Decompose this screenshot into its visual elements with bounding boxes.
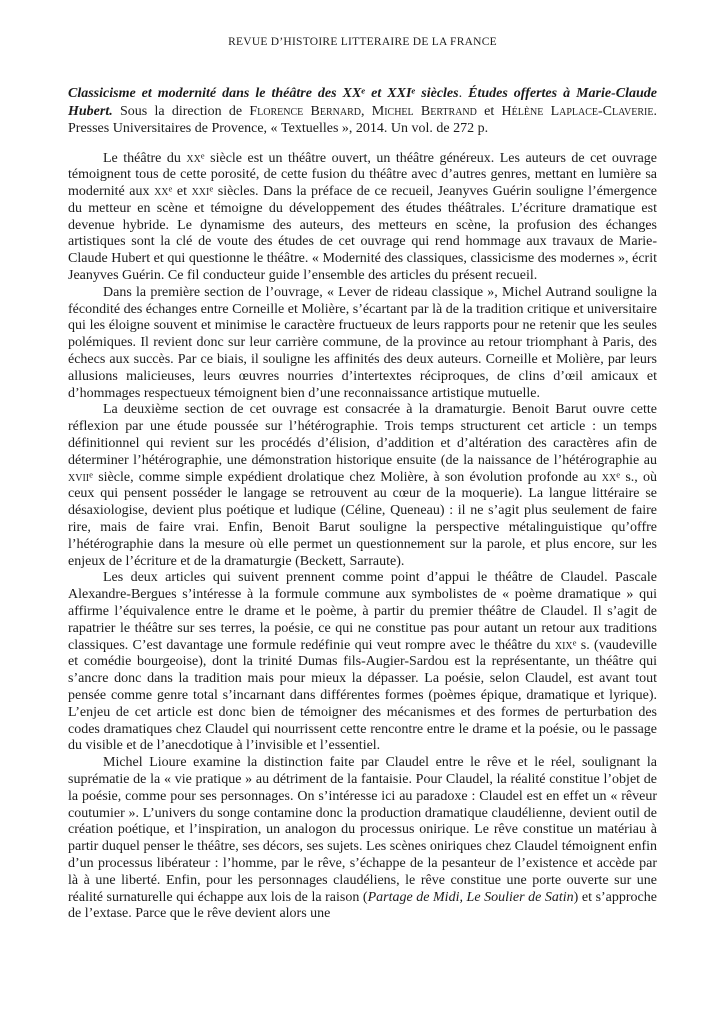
text-segment: et [172, 184, 192, 200]
review-paragraph-2 [68, 285, 657, 403]
text-segment: e [572, 636, 577, 647]
text-segment: Hélène Laplace-Claverie [501, 103, 654, 119]
text-segment: Classicisme et modernité dans le théâtre des XX [68, 86, 362, 101]
text-segment: xx [154, 184, 169, 200]
text-segment: Dans la première section de l’ouvrage, « Lever de rideau classique », Michel Autrand souligne la fécondité des échanges entre Corneille et Molière, s’écartant par là de la tradition critique et universitaire qui les éloigne souvent et minimise le caractère fructueux de leurs rapports pour ne retenir que les seules polémiques. Il revient donc sur leur carrière commune, de la province au retour triomphant à Paris, des échecs aux succès. Par ce biais, il souligne les affinités des deux auteurs. Corneille et Molière, par leurs allusions malicieuses, leurs œuvres nourries d’intertextes réciproques, de clins d’œil amicaux et d’hommages respectueux témoignent bien d’une reconnaissance artistique mutuelle. [68, 284, 657, 401]
text-segment: e [209, 183, 214, 194]
text-segment: xx [186, 150, 201, 166]
text-segment: e [200, 149, 205, 160]
text-segment: Partage de Midi, Le Soulier de Satin [367, 889, 574, 905]
review-paragraph-4 [68, 570, 657, 755]
review-paragraph-5 [68, 755, 657, 923]
text-segment: e [89, 469, 93, 479]
text-segment: siècle, comme simple expédient drolatique chez Molière, à son évolution profonde au [92, 469, 602, 485]
text-segment: e [616, 469, 621, 479]
text-segment: xvii [68, 469, 90, 485]
text-segment: xx [601, 469, 617, 485]
text-segment: siècle est un théâtre ouvert, un théâtre généreux. Les auteurs de cet ouvrage témoignent tous de cette porosité, de cette fusion du théâtre avec d’autres genres, mettant en lumière sa modernité aux [68, 150, 657, 200]
text-segment: s., où ceux qui pensent posséder le langage se retrouvent au cœur de la moquerie). La langue littéraire se désaxiologise, devient plus poétique et ludique (Céline, Queneau) : il ne s’agit plus seulement de faire rire, mais de faire vrai. Enfin, Benoit Barut souligne la perspective métalinguistique qu’offre l’hétérographie dans la mesure où elle permet un questionnement sur la parole, et plus encore, sur les enjeux de l’écriture et de la dramaturgie (Beckett, Sarraute). [68, 469, 657, 569]
text-segment: Sous la direction de [112, 103, 250, 119]
text-segment: siècles [415, 86, 459, 101]
text-segment: Michel Lioure examine la distinction faite par Claudel entre le rêve et le réel, soulignant la suprématie de la « vie pratique » au détriment de la fantaisie. Pour Claudel, la réalité constitue l’objet de la poésie, comme pour ses personnages. On s’intéresse ici au paradoxe : Claudel est en effet un « rêveur coutumier ». L’univers du songe contamine donc la production dramatique claudélienne, devient outil de création poétique, et l’inspiration, un analogon du processus onirique. Le rêve constitue un matériau à partir duquel penser le théâtre, ses décors, ses sujets. Les scènes oniriques chez Claudel témoignent enfin d’un processus libérateur : l’homme, par le rêve, s’échappe de la pesanteur de l’existence et accède par là à une liberté. Enfin, pour les personnages claudéliens, le rêve constitue une porte ouverte sur une réalité surnaturelle qui échappe aux lois de la raison ( [68, 755, 657, 905]
text-segment: . Presses Universitaires de Provence, « Textuelles », 2014. Un vol. de 272 p. [68, 103, 657, 136]
text-segment: s. (vaudeville et comédie bourgeoise), dont la trinité Dumas fils-Augier-Sardou est la représentante, un théâtre qui s’ancre donc dans la tradition mais pour mieux la dépasser. La poésie, selon Claudel, est avant tout pensée comme genre total s’incarnant dans différentes formes (poèmes épique, dramatique et lyrique). L’enjeu de cet article est donc bien de témoigner des mécanismes et des formes de perturbation des codes dramatiques chez Claudel qui nourrissent cette rencontre entre le drame et la poésie, ou le passage du visible et de l’anecdotique à l’invisible et l’essentiel. [68, 637, 658, 754]
text-segment: xxi [191, 184, 210, 200]
text-segment: Michel Bertrand [371, 103, 477, 119]
text-segment: Le théâtre du [103, 150, 187, 166]
text-segment: e [411, 85, 416, 96]
text-segment: , [361, 103, 372, 119]
text-segment: xix [554, 637, 573, 653]
text-segment: e [168, 183, 173, 194]
text-segment: siècles. Dans la préface de ce recueil, Jeanyves Guérin souligne l’émergence du metteur en scène et témoigne du développement des études théâtrales. L’écriture dramatique est devenue hybride. Le dynamisme des auteurs, des metteurs en scène, la profusion des échanges artistiques sont la clé de voute des études de cet ouvrage qui rend hommage aux travaux de Marie-Claude Hubert et qui questionne le théâtre. « Modernité des classiques, classicisme des modernes », écrit Jeanyves Guérin. Ce fil conducteur guide l’ensemble des articles du présent recueil. [68, 184, 658, 284]
review-paragraph-1 [68, 151, 657, 285]
text-segment: La deuxième section de cet ouvrage est consacrée à la dramaturgie. Benoit Barut ouvre cette réflexion par une étude poussée sur l’hétérographie. Trois temps structurent cet article : un temps définitionnel qui revient sur les procédés d’élision, d’addition et d’altération des caractères afin de déterminer l’hétérographie, une démonstration historique ensuite (de la naissance de l’hétérographie au [68, 402, 657, 468]
journal-running-header: REVUE D’HISTOIRE LITTERAIRE DE LA FRANCE [228, 36, 497, 48]
text-segment: et [476, 103, 502, 119]
text-segment: Études offertes à Marie-Claude Hubert. [68, 86, 657, 119]
book-reference [68, 85, 657, 138]
text-segment: et XXI [365, 86, 412, 101]
text-segment: Les deux articles qui suivent prennent comme point d’appui le théâtre de Claudel. Pascale Alexandre-Bergues s’intéresse à la formule commune aux symbolistes de « poème dramatique » qui affirme l’équivalence entre le drame et le poème, à partir du premier théâtre de Claudel. Il s’agit de rapatrier le théâtre sur ses terres, la poésie, ce qui ne constitue pas pour autant un retour aux traditions classiques. C’est davantage une formule redéfinie qui veut rompre avec le théâtre du [68, 570, 657, 653]
review-paragraph-3 [68, 402, 657, 570]
text-segment: Florence Bernard [249, 103, 361, 119]
text-segment: ) et s’approche de l’extase. Parce que le rêve devient alors une [68, 889, 657, 922]
review-body [68, 151, 657, 924]
text-segment: . [458, 86, 469, 101]
text-segment: e [361, 85, 366, 96]
